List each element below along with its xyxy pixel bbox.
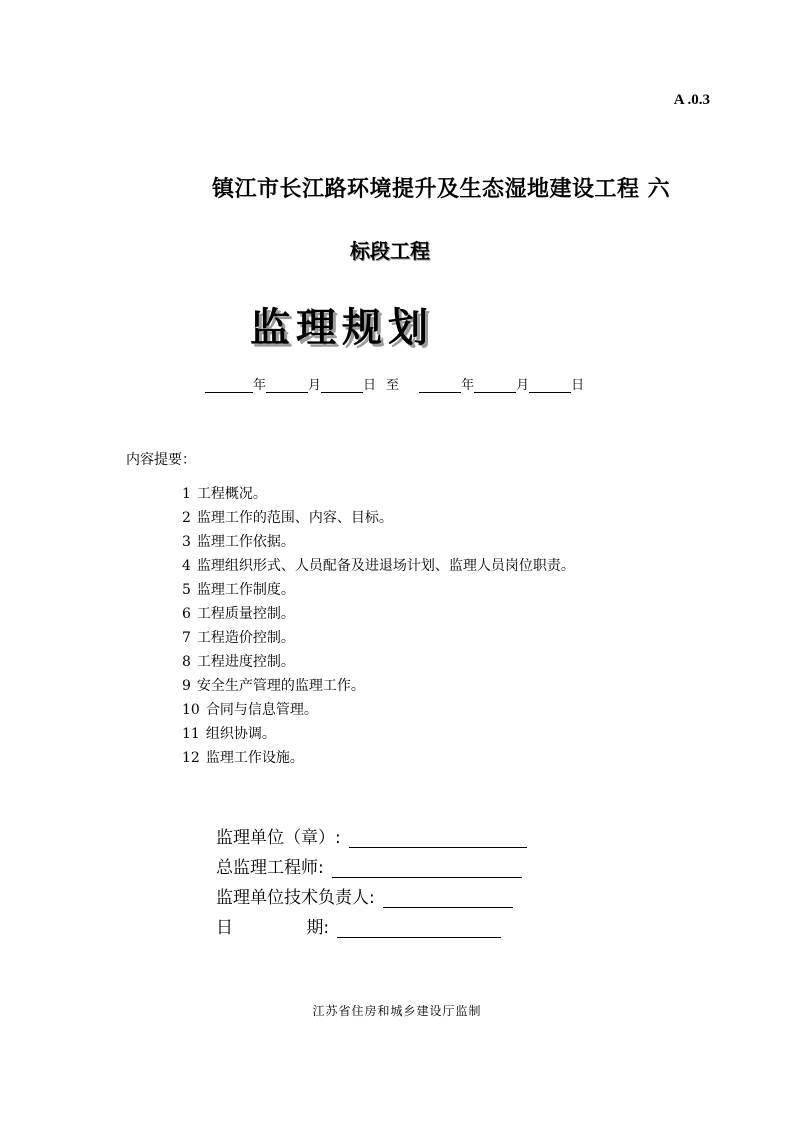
item-number: 12 <box>182 750 200 766</box>
signature-row-unit <box>216 818 527 848</box>
chief-engineer-label: 总监理工程师: <box>216 858 324 878</box>
item-number: 3 <box>182 534 191 550</box>
form-code: A .0.3 <box>673 92 710 108</box>
list-item <box>182 530 575 554</box>
list-item <box>182 482 575 506</box>
item-number: 7 <box>182 630 191 646</box>
list-item <box>182 650 575 674</box>
date-label: 日 期: <box>216 918 330 938</box>
start-month-label: 月 <box>308 378 322 393</box>
item-text: 组织协调。 <box>205 726 276 742</box>
list-item <box>182 722 575 746</box>
signature-row-chief <box>216 848 527 878</box>
unit-signature-field[interactable] <box>349 829 527 848</box>
item-text: 监理工作依据。 <box>196 534 295 550</box>
item-number: 4 <box>182 558 191 574</box>
item-text: 安全生产管理的监理工作。 <box>196 678 365 694</box>
list-item <box>182 746 575 770</box>
list-item <box>182 626 575 650</box>
start-month-blank[interactable] <box>266 378 308 393</box>
tech-lead-label: 监理单位技术负责人: <box>216 888 375 908</box>
start-year-label: 年 <box>253 378 267 393</box>
item-text: 监理工作的范围、内容、目标。 <box>196 510 393 526</box>
unit-label: 监理单位（章）: <box>216 828 341 848</box>
end-day-label: 日 <box>571 378 585 393</box>
item-text: 监理工作制度。 <box>196 582 295 598</box>
signature-date-field[interactable] <box>337 919 501 938</box>
summary-label: 内容提要： <box>126 452 196 468</box>
item-text: 合同与信息管理。 <box>205 702 318 718</box>
item-number: 1 <box>182 486 191 502</box>
item-text: 工程造价控制。 <box>196 630 295 646</box>
to-label: 至 <box>386 378 400 393</box>
chief-engineer-signature-field[interactable] <box>332 859 522 878</box>
item-number: 10 <box>182 702 200 718</box>
tech-lead-signature-field[interactable] <box>383 889 513 908</box>
start-day-blank[interactable] <box>321 378 363 393</box>
document-main-title: 监理规划 <box>250 305 434 351</box>
end-month-blank[interactable] <box>474 378 516 393</box>
item-number: 9 <box>182 678 191 694</box>
signature-row-date <box>216 908 527 938</box>
item-number: 5 <box>182 582 191 598</box>
list-item <box>182 602 575 626</box>
item-text: 监理组织形式、人员配备及进退场计划、监理人员岗位职责。 <box>196 558 575 574</box>
item-text: 监理工作设施。 <box>205 750 304 766</box>
item-number: 6 <box>182 606 191 622</box>
signature-row-tech-lead <box>216 878 527 908</box>
item-number: 11 <box>182 726 200 742</box>
start-year-blank[interactable] <box>205 378 253 393</box>
list-item <box>182 554 575 578</box>
list-item <box>182 578 575 602</box>
date-range <box>205 374 584 393</box>
project-title-line1: 镇江市长江路环境提升及生态湿地建设工程 六 <box>212 177 671 202</box>
item-number: 8 <box>182 654 191 670</box>
list-item <box>182 674 575 698</box>
issuer-footer: 江苏省住房和城乡建设厅监制 <box>312 1004 482 1018</box>
start-day-label: 日 <box>363 378 377 393</box>
contents-list <box>182 482 575 770</box>
end-year-label: 年 <box>461 378 475 393</box>
project-title-line2: 标段工程 <box>350 239 430 263</box>
item-text: 工程进度控制。 <box>196 654 295 670</box>
item-text: 工程概况。 <box>196 486 267 502</box>
end-day-blank[interactable] <box>529 378 571 393</box>
list-item <box>182 698 575 722</box>
signature-block <box>216 818 527 938</box>
item-text: 工程质量控制。 <box>196 606 295 622</box>
item-number: 2 <box>182 510 191 526</box>
end-month-label: 月 <box>516 378 530 393</box>
list-item <box>182 506 575 530</box>
end-year-blank[interactable] <box>419 378 461 393</box>
